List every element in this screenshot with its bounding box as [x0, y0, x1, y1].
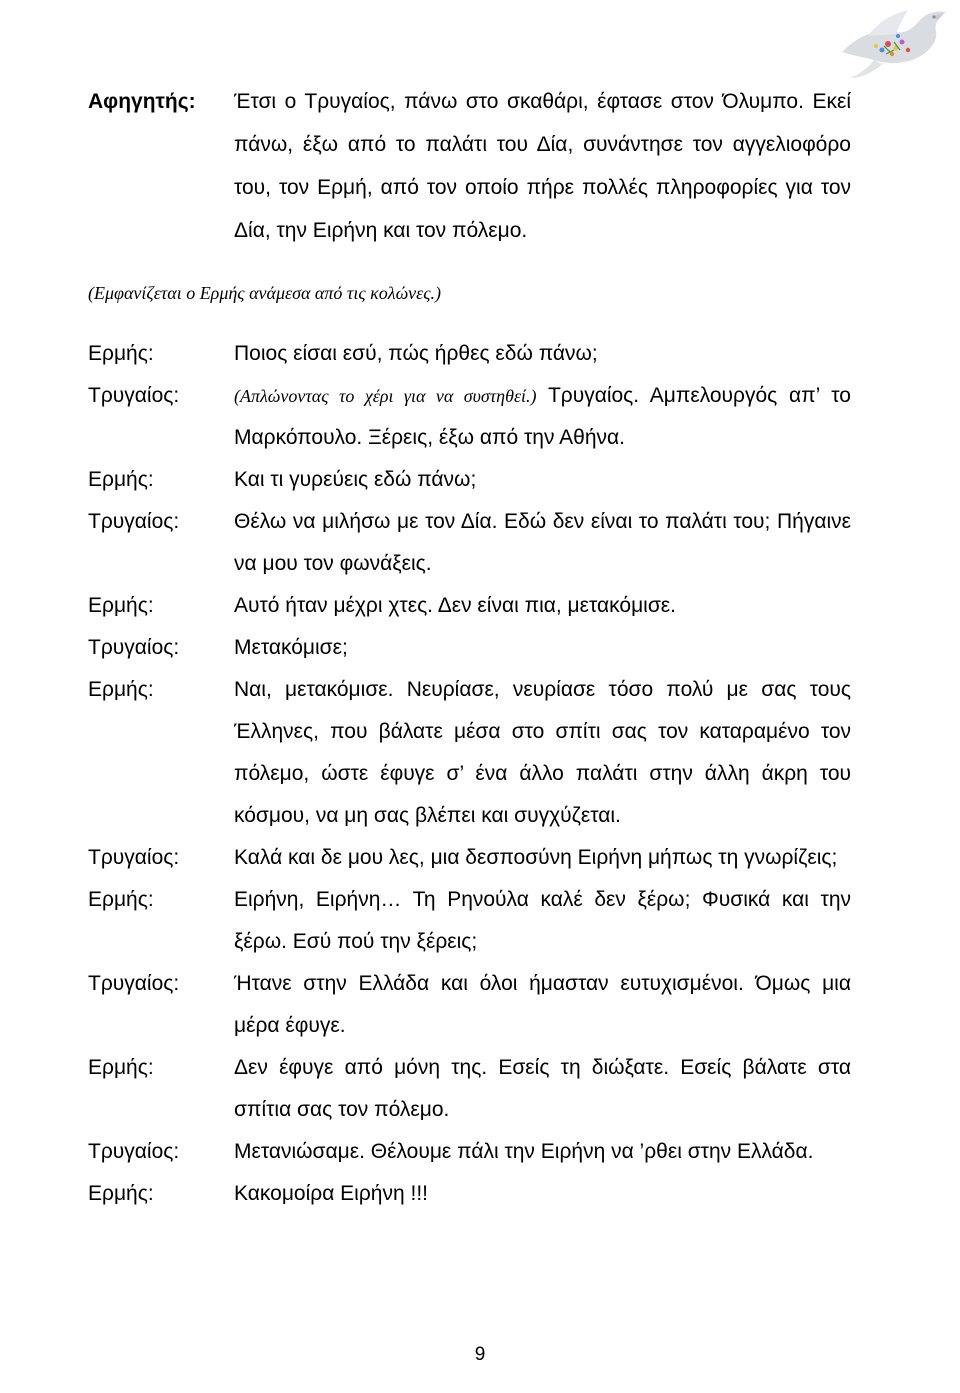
- speaker-name: Ερμής:: [88, 594, 154, 617]
- inline-stage-direction: (Απλώνοντας το χέρι για να συστηθεί.): [234, 386, 537, 406]
- speaker-name: Τρυγαίος:: [88, 384, 180, 407]
- line-text-with-direction: [234, 375, 851, 459]
- line-text: Καλά και δε μου λες, μια δεσποσύνη Ειρήνη μήπως τη γνωρίζεις;: [234, 846, 838, 869]
- dialogue-line: [88, 375, 868, 459]
- line-text: Μετακόμισε;: [234, 636, 348, 659]
- line-text: Κακομοίρα Ειρήνη !!!: [234, 1182, 428, 1205]
- page-number: 9: [474, 1344, 486, 1365]
- dialogue-line: [88, 1047, 868, 1131]
- narrator-text: Έτσι ο Τρυγαίος, πάνω στο σκαθάρι, έφτασε στον Όλυμπο. Εκεί πάνω, έξω από το παλάτι του Δία, συνάντησε τον αγγελιοφόρο του, τον Ερμή, από τον οποίο πήρε πολλές πληροφορίες για τον Δία, την Ειρήνη και τον πόλεμο.: [234, 90, 851, 242]
- speaker-name: Τρυγαίος:: [88, 846, 180, 869]
- peace-dove-icon: [842, 10, 946, 78]
- dialogue-line: [88, 1173, 868, 1215]
- speaker-name: Τρυγαίος:: [88, 972, 180, 995]
- speaker-name: Ερμής:: [88, 1056, 154, 1079]
- narrator-speaker: Αφηγητής:: [88, 90, 196, 113]
- speaker-name: Τρυγαίος:: [88, 510, 180, 533]
- speaker-name: Ερμής:: [88, 468, 154, 491]
- speaker-name: Ερμής:: [88, 678, 154, 701]
- dialogue-line: [88, 501, 868, 585]
- dialogue-line: [88, 627, 868, 669]
- narrator-block: [88, 80, 868, 252]
- speaker-name: Ερμής:: [88, 1182, 154, 1205]
- speaker-name: Τρυγαίος:: [88, 1140, 180, 1163]
- dialogue-line: [88, 879, 868, 963]
- line-text: Αυτό ήταν μέχρι χτες. Δεν είναι πια, μετακόμισε.: [234, 594, 676, 617]
- dialogue-line: [88, 963, 868, 1047]
- line-text: Μετανιώσαμε. Θέλουμε πάλι την Ειρήνη να ’ρθει στην Ελλάδα.: [234, 1140, 814, 1163]
- dialogue-line: [88, 669, 868, 837]
- line-text: Δεν έφυγε από μόνη της. Εσείς τη διώξατε. Εσείς βάλατε στα σπίτια σας τον πόλεμο.: [234, 1056, 851, 1121]
- dialogue-line: [88, 333, 868, 375]
- line-text: Θέλω να μιλήσω με τον Δία. Εδώ δεν είναι το παλάτι του; Πήγαινε να μου τον φωνάξεις.: [234, 510, 851, 575]
- speaker-name: Ερμής:: [88, 342, 154, 365]
- line-text: Ποιος είσαι εσύ, πώς ήρθες εδώ πάνω;: [234, 342, 598, 365]
- dialogue-list: [88, 333, 868, 1215]
- peace-dove-logo: [838, 6, 952, 82]
- line-text: Ήτανε στην Ελλάδα και όλοι ήμασταν ευτυχισμένοι. Όμως μια μέρα έφυγε.: [234, 972, 851, 1037]
- speaker-name: Ερμής:: [88, 888, 154, 911]
- line-text: Ειρήνη, Ειρήνη… Τη Ρηνούλα καλέ δεν ξέρω; Φυσικά και την ξέρω. Εσύ πού την ξέρεις;: [234, 888, 851, 953]
- dialogue-line: [88, 1131, 868, 1173]
- dialogue-line: [88, 585, 868, 627]
- speaker-name: Τρυγαίος:: [88, 636, 180, 659]
- dialogue-line: [88, 837, 868, 879]
- stage-direction: (Εμφανίζεται ο Ερμής ανάμεσα από τις κολώνες.): [88, 283, 442, 303]
- dialogue-line: [88, 459, 868, 501]
- line-text: Και τι γυρεύεις εδώ πάνω;: [234, 468, 477, 491]
- line-text: Ναι, μετακόμισε. Νευρίασε, νευρίασε τόσο πολύ με σας τους Έλληνες, που βάλατε μέσα στο σπίτι σας τον καταραμένο τον πόλεμο, ώστε έφυγε σ’ ένα άλλο παλάτι στην άλλη άκρη του κόσμου, να μη σας βλέπει και συγχύζεται.: [234, 678, 851, 827]
- line-text: Τρυγαίος. Αμπελουργός απ’ το Μαρκόπουλο. Ξέρεις, έξω από την Αθήνα.: [234, 384, 851, 449]
